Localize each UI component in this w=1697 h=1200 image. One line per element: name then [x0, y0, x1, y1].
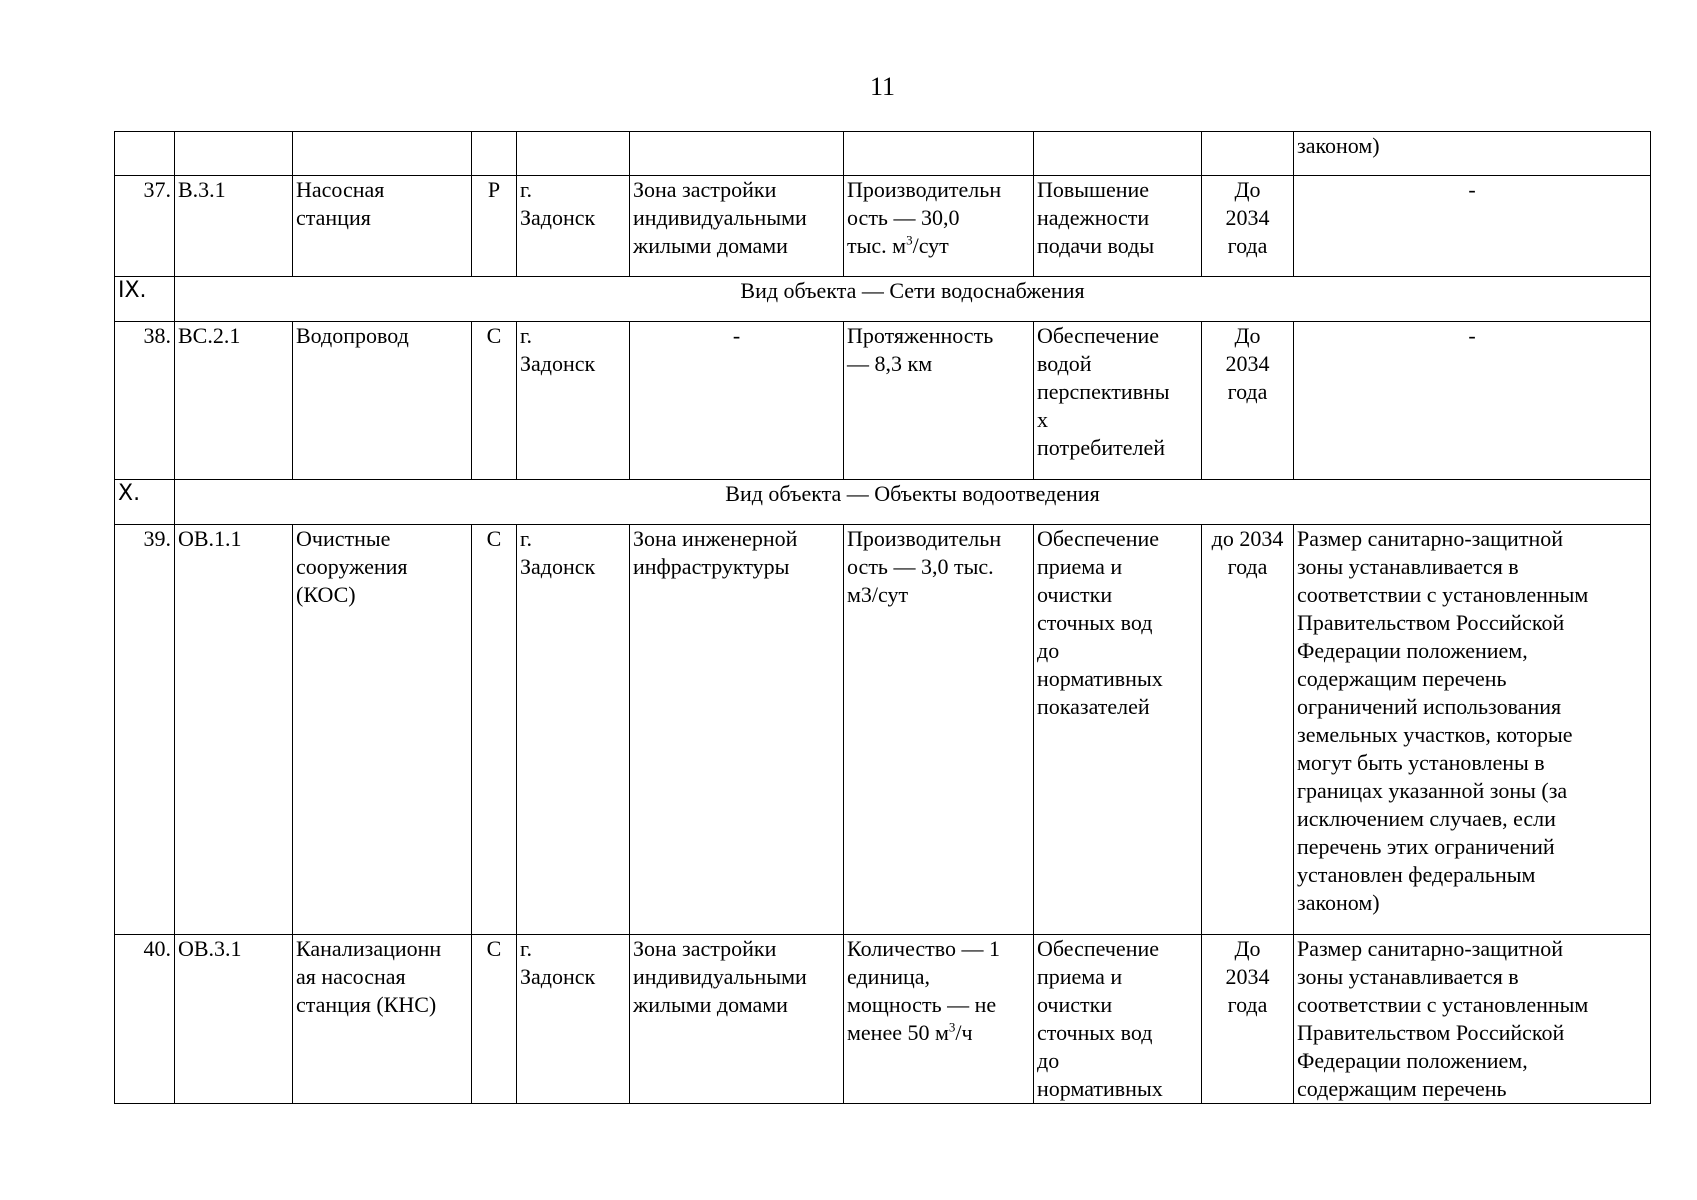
cell-zone: Зона застройки индивидуальными жилыми домами — [630, 176, 844, 277]
cell-purpose — [1034, 132, 1202, 176]
cell-note: законом) — [1294, 132, 1651, 176]
cell-note: - — [1294, 322, 1651, 480]
cell-code: ВС.2.1 — [175, 322, 293, 480]
cell-name: Водопровод — [293, 322, 472, 480]
cell-note: Размер санитарно-защитной зоны устанавливается в соответствии с установленным Правительством Российской Федерации положением, содержащим перечень — [1294, 935, 1651, 1104]
cell-term: до 2034 года — [1202, 525, 1294, 935]
cell-term: До 2034 года — [1202, 176, 1294, 277]
characteristics-text: Производительн ость — 30,0 тыс. м — [847, 177, 1002, 258]
cell-num: 38. — [115, 322, 175, 480]
cell-num: 39. — [115, 525, 175, 935]
table-row-40 — [115, 935, 1651, 1104]
cell-num — [115, 132, 175, 176]
table-row-38 — [115, 322, 1651, 480]
cell-characteristics — [844, 132, 1034, 176]
superscript: 3 — [948, 1019, 956, 1035]
characteristics-unit: /ч — [955, 1020, 973, 1045]
cell-term: До 2034 года — [1202, 322, 1294, 480]
section-title: Вид объекта — Сети водоснабжения — [175, 277, 1651, 322]
cell-location: г. Задонск — [517, 935, 630, 1104]
cell-num: 40. — [115, 935, 175, 1104]
cell-name: Очистные сооружения (КОС) — [293, 525, 472, 935]
cell-purpose: Обеспечение водой перспективны х потребителей — [1034, 322, 1202, 480]
cell-characteristics: Протяженность — 8,3 км — [844, 322, 1034, 480]
cell-num: 37. — [115, 176, 175, 277]
cell-name — [293, 132, 472, 176]
cell-purpose: Обеспечение приема и очистки сточных вод до нормативных показателей — [1034, 525, 1202, 935]
cell-location: г. Задонск — [517, 176, 630, 277]
cell-zone: Зона инженерной инфраструктуры — [630, 525, 844, 935]
cell-location: г. Задонск — [517, 322, 630, 480]
cell-note: - — [1294, 176, 1651, 277]
cell-code: ОВ.3.1 — [175, 935, 293, 1104]
superscript: 3 — [906, 232, 913, 248]
cell-purpose: Повышение надежности подачи воды — [1034, 176, 1202, 277]
cell-status: С — [472, 322, 517, 480]
cell-characteristics: Производительн ость — 3,0 тыс. м3/сут — [844, 525, 1034, 935]
section-row-ix — [115, 277, 1651, 322]
cell-status: Р — [472, 176, 517, 277]
characteristics-unit: /сут — [912, 233, 949, 258]
cell-zone — [630, 132, 844, 176]
cell-term — [1202, 132, 1294, 176]
cell-status: С — [472, 935, 517, 1104]
cell-characteristics — [844, 176, 1034, 277]
page-number: 11 — [869, 72, 896, 101]
cell-location — [517, 132, 630, 176]
section-title: Вид объекта — Объекты водоотведения — [175, 480, 1651, 525]
section-number: X. — [115, 480, 175, 525]
cell-name: Канализационн ая насосная станция (КНС) — [293, 935, 472, 1104]
characteristics-text: Количество — 1 единица, мощность — не менее 50 м — [847, 936, 1001, 1045]
cell-code — [175, 132, 293, 176]
cell-zone: - — [630, 322, 844, 480]
cell-code: ОВ.1.1 — [175, 525, 293, 935]
cell-characteristics — [844, 935, 1034, 1104]
section-number: IX. — [115, 277, 175, 322]
cell-code: В.3.1 — [175, 176, 293, 277]
table-row-37 — [115, 176, 1651, 277]
cell-name: Насосная станция — [293, 176, 472, 277]
section-row-x — [115, 480, 1651, 525]
cell-status: С — [472, 525, 517, 935]
cell-location: г. Задонск — [517, 525, 630, 935]
cell-note: Размер санитарно-защитной зоны устанавливается в соответствии с установленным Правительством Российской Федерации положением, содержащим перечень ограничений использования земельных участков, которые могут быть установлены в границах указанной зоны (за исключением случаев, если перечень этих ограничений установлен федеральным законом) — [1294, 525, 1651, 935]
objects-table — [114, 131, 1651, 1104]
cell-zone: Зона застройки индивидуальными жилыми домами — [630, 935, 844, 1104]
cell-term: До 2034 года — [1202, 935, 1294, 1104]
table-row-39 — [115, 525, 1651, 935]
table-row-continuation — [115, 132, 1651, 176]
cell-status — [472, 132, 517, 176]
cell-purpose: Обеспечение приема и очистки сточных вод до нормативных — [1034, 935, 1202, 1104]
